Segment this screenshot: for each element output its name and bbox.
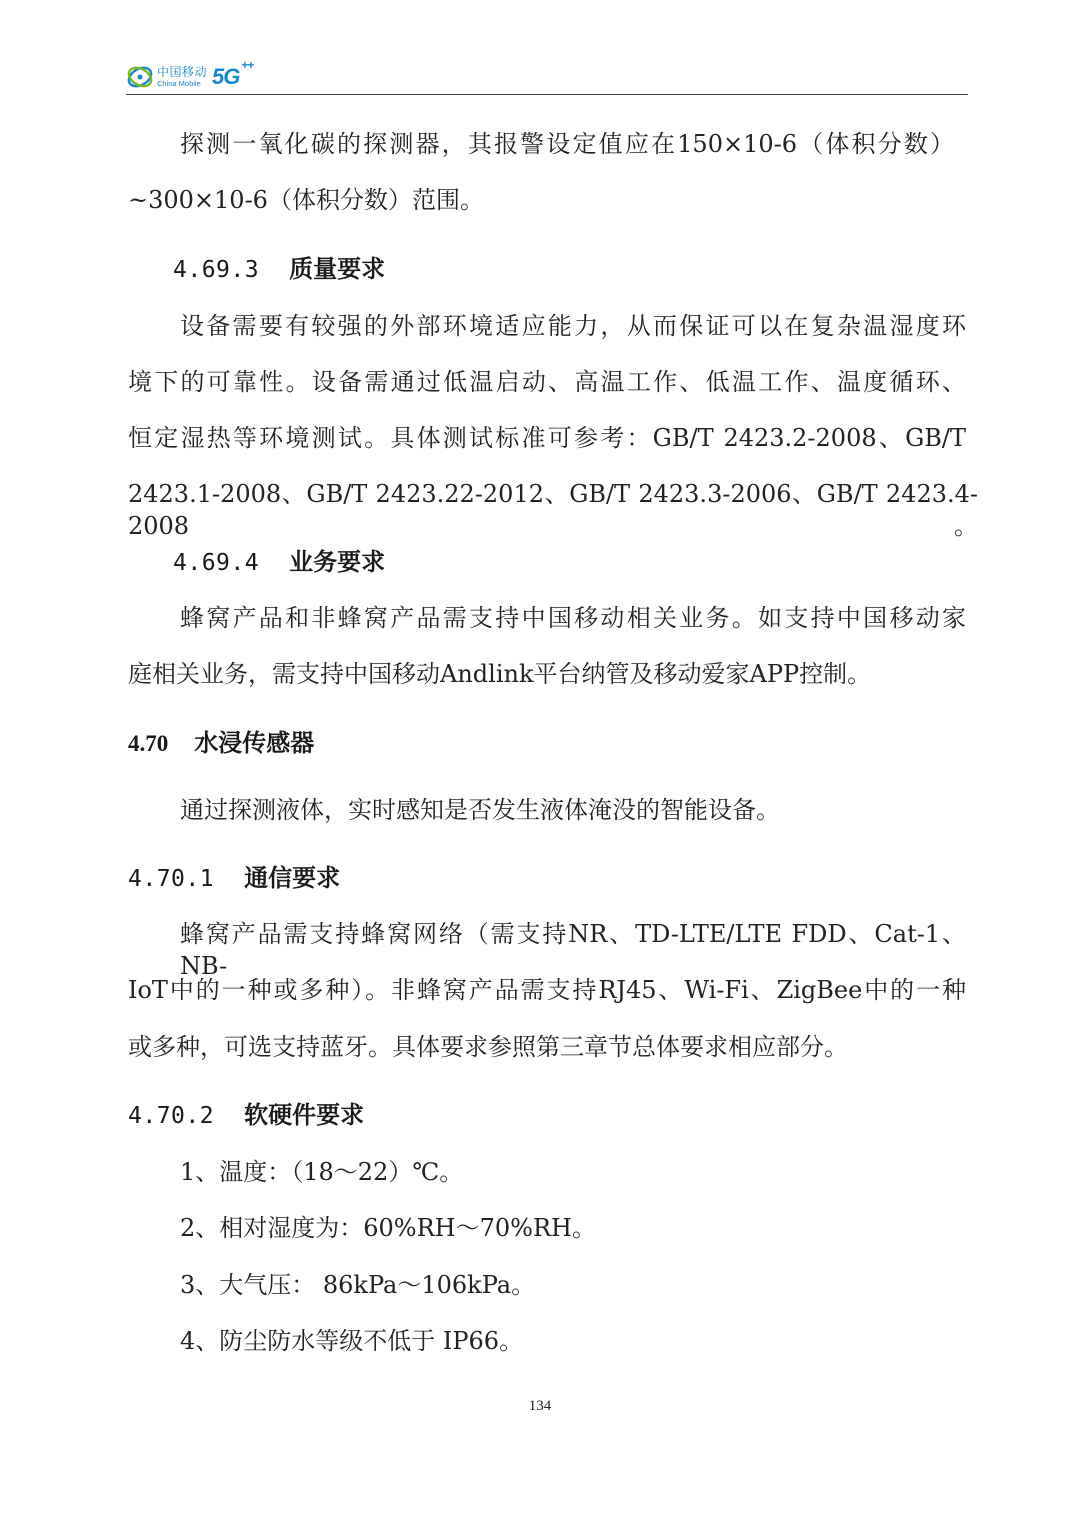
text-line-7: 蜂窝产品和非蜂窝产品需支持中国移动相关业务。如支持中国移动家 <box>180 604 966 632</box>
text-line-5: 恒定湿热等环境测试。具体测试标准可参考：GB/T 2423.2-2008、GB/T <box>128 424 966 452</box>
logo-plus-text: ++ <box>241 58 254 72</box>
list-item-1: 1、温度：（18～22）℃。 <box>180 1158 464 1186</box>
heading-number: 4.70 <box>128 731 169 756</box>
text-line-6: 2423.1-2008、GB/T 2423.22-2012、GB/T 2423.3-2006、GB/T 2423.4-2008。 <box>128 480 978 540</box>
header-rule <box>126 94 968 95</box>
logo-cn-text: 中国移动 <box>157 65 208 80</box>
heading-title: 水浸传感器 <box>194 728 315 757</box>
heading-4-69-4 <box>173 546 385 579</box>
heading-number: 4.69.4 <box>173 550 260 576</box>
heading-title: 业务要求 <box>289 547 386 576</box>
logo-text <box>157 66 207 88</box>
page-header <box>126 58 968 98</box>
list-item-2: 2、相对湿度为：60%RH～70%RH。 <box>180 1214 596 1242</box>
heading-number: 4.70.1 <box>128 866 215 892</box>
logo-5g-mark <box>212 58 254 90</box>
logo-en-text: China Mobile <box>157 79 201 89</box>
text-line-2: ~300×10-6（体积分数）范围。 <box>128 186 484 214</box>
heading-4-70-1 <box>128 862 340 895</box>
text-line-3: 设备需要有较强的外部环境适应能力，从而保证可以在复杂温湿度环 <box>180 312 966 340</box>
heading-title: 质量要求 <box>289 254 386 283</box>
page-number: 134 <box>528 1398 552 1414</box>
text-line-11: IoT中的一种或多种）。非蜂窝产品需支持RJ45、Wi-Fi、ZigBee中的一种 <box>128 976 966 1004</box>
heading-number: 4.69.3 <box>173 257 260 283</box>
logo-5g-text: 5G <box>212 64 240 89</box>
heading-4-70 <box>128 727 314 760</box>
text-line-8: 庭相关业务，需支持中国移动Andlink平台纳管及移动爱家APP控制。 <box>128 660 872 688</box>
text-line-9: 通过探测液体，实时感知是否发生液体淹没的智能设备。 <box>180 796 780 824</box>
list-item-3: 3、大气压： 86kPa～106kPa。 <box>180 1271 536 1299</box>
text-line-1: 探测一氧化碳的探测器，其报警设定值应在150×10-6（体积分数） <box>180 130 954 158</box>
china-mobile-logo <box>126 58 254 94</box>
list-item-4: 4、防尘防水等级不低于 IP66。 <box>180 1327 524 1355</box>
text-line-10: 蜂窝产品需支持蜂窝网络（需支持NR、TD-LTE/LTE FDD、Cat-1、NB- <box>180 920 966 980</box>
heading-title: 通信要求 <box>244 863 341 892</box>
china-mobile-logo-icon <box>126 63 154 91</box>
heading-title: 软硬件要求 <box>244 1100 365 1129</box>
text-line-12: 或多种，可选支持蓝牙。具体要求参照第三章节总体要求相应部分。 <box>128 1033 848 1061</box>
text-line-4: 境下的可靠性。设备需通过低温启动、高温工作、低温工作、温度循环、 <box>128 368 966 396</box>
heading-4-69-3 <box>173 253 385 286</box>
heading-number: 4.70.2 <box>128 1103 215 1129</box>
heading-4-70-2 <box>128 1099 364 1132</box>
